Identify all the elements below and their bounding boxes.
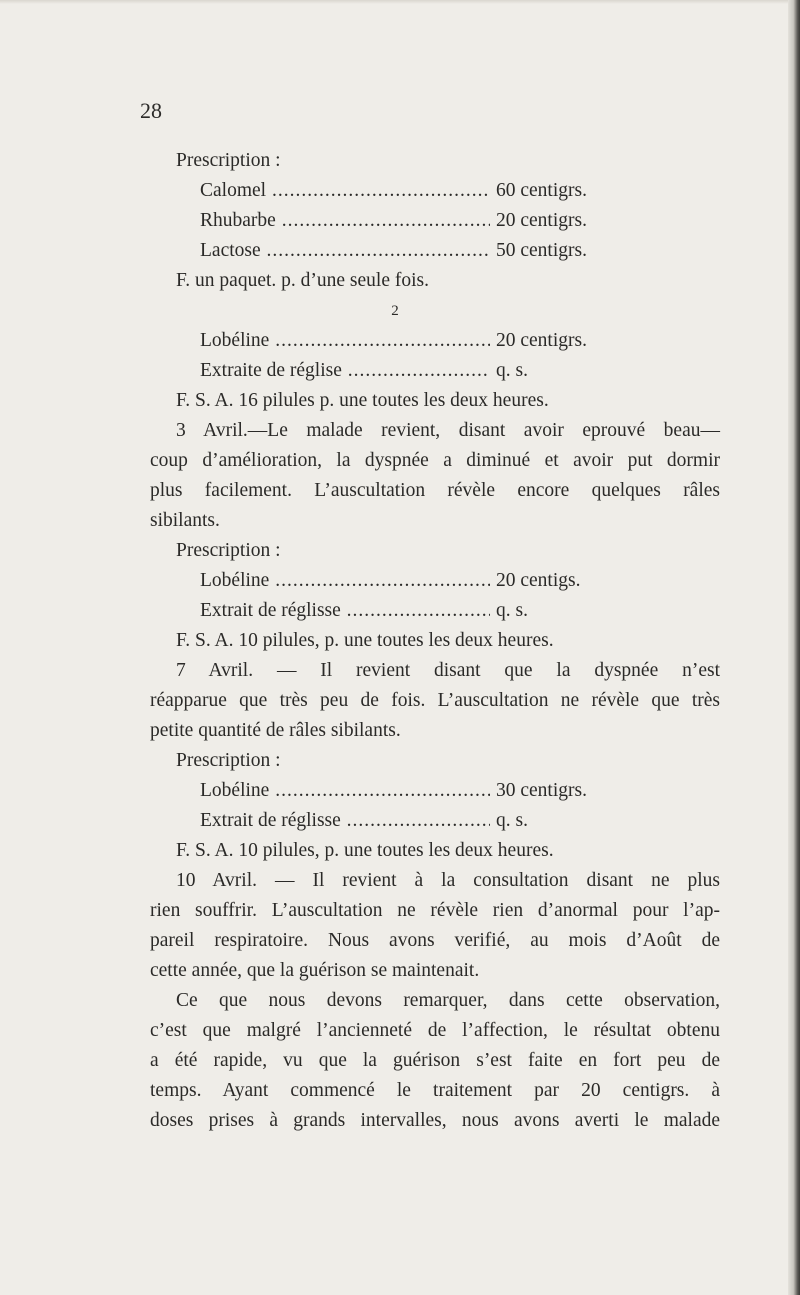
rx-ingredient: Lobéline ..... <box>200 326 490 356</box>
prescription-label: Prescription : <box>176 750 281 771</box>
rx-ingredient: Lobéline ..... <box>200 776 490 806</box>
page-right-edge <box>788 0 800 1295</box>
rx-ingredient: Extrait de réglisse ..... <box>200 596 490 626</box>
rx-dose: 50 centigrs. <box>496 240 587 261</box>
paragraph-line: 3 Avril.—Le malade revient, disant avoir eprouvé beau— <box>176 420 720 441</box>
paragraph-line: 10 Avril. — Il revient à la consultation disant ne plus <box>176 870 720 891</box>
rx-ingredient: Extrait de réglisse ..... <box>200 806 490 836</box>
prescription-label: Prescription : <box>176 540 281 561</box>
rx-dose: q. s. <box>496 600 528 621</box>
rx-line <box>150 356 720 386</box>
rx-line <box>150 596 720 626</box>
page-number: 28 <box>140 98 162 123</box>
rx-dose: 60 centigrs. <box>496 180 587 201</box>
rx-ingredient: Lobéline ..... <box>200 566 490 596</box>
paragraph-line: sibilants. <box>150 510 220 531</box>
section-numeral: 2 <box>391 303 399 319</box>
rx-dose: 20 centigs. <box>496 570 581 591</box>
paragraph-line: réapparue que très peu de fois. L’auscultation ne révèle que très <box>150 690 720 711</box>
rx-line <box>150 566 720 596</box>
rx-dose: 20 centigrs. <box>496 330 587 351</box>
rx-line <box>150 776 720 806</box>
paragraph-line: cette année, que la guérison se maintenait. <box>150 960 480 981</box>
rx-direction: F. S. A. 10 pilules, p. une toutes les deux heures. <box>176 840 554 861</box>
paragraph-line: c’est que malgré l’ancienneté de l’affection, le résultat obtenu <box>150 1020 720 1041</box>
page-body <box>150 146 720 1136</box>
paragraph-line: doses prises à grands intervalles, nous avons averti le malade <box>150 1110 720 1131</box>
paragraph-line: Ce que nous devons remarquer, dans cette observation, <box>176 990 720 1011</box>
paragraph-line: rien souffrir. L’auscultation ne révèle rien d’anormal pour l’ap- <box>150 900 720 921</box>
paragraph-line: petite quantité de râles sibilants. <box>150 720 401 741</box>
rx-direction: F. S. A. 10 pilules, p. une toutes les deux heures. <box>176 630 554 651</box>
paragraph-line: plus facilement. L’auscultation révèle encore quelques râles <box>150 480 720 501</box>
paragraph-line: 7 Avril. — Il revient disant que la dyspnée n’est <box>176 660 720 681</box>
rx-line <box>150 176 720 206</box>
paragraph-line: temps. Ayant commencé le traitement par 20 centigrs. à <box>150 1080 720 1101</box>
rx-ingredient: Extraite de réglise ..... <box>200 356 490 386</box>
rx-ingredient: Rhubarbe ..... <box>200 206 490 236</box>
rx-ingredient: Lactose ..... <box>200 236 490 266</box>
rx-dose: 30 centigrs. <box>496 780 587 801</box>
prescription-label: Prescription : <box>176 150 281 171</box>
rx-direction: F. S. A. 16 pilules p. une toutes les deux heures. <box>176 390 549 411</box>
rx-direction: F. un paquet. p. d’une seule fois. <box>176 270 429 291</box>
rx-line <box>150 806 720 836</box>
rx-ingredient: Calomel ..... <box>200 176 490 206</box>
paragraph-line: coup d’amélioration, la dyspnée a diminué et avoir put dormir <box>150 450 720 471</box>
paragraph-line: pareil respiratoire. Nous avons verifié, au mois d’Août de <box>150 930 720 951</box>
paragraph-line: a été rapide, vu que la guérison s’est faite en fort peu de <box>150 1050 720 1071</box>
rx-dose: q. s. <box>496 810 528 831</box>
rx-dose: 20 centigrs. <box>496 210 587 231</box>
rx-dose: q. s. <box>496 360 528 381</box>
rx-line <box>150 326 720 356</box>
rx-line <box>150 206 720 236</box>
rx-line <box>150 236 720 266</box>
page-top-edge <box>0 0 800 4</box>
